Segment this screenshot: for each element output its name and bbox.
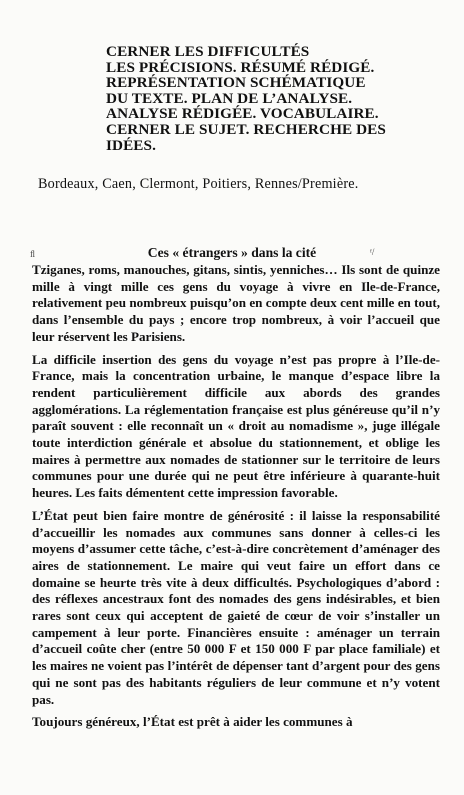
header-line: LES PRÉCISIONS. RÉSUMÉ RÉDIGÉ. [106,58,375,76]
article-title: Ces « étrangers » dans la cité [147,245,317,260]
exercise-header [106,44,426,153]
article-body [32,262,440,737]
header-line: CERNER LE SUJET. RECHERCHE DES [106,120,386,138]
exam-cities: Bordeaux, Caen, Clermont, Poitiers, Rennes/Première. [38,176,359,192]
pencil-mark: ᶠ/ [370,247,375,257]
header-line: REPRÉSENTATION SCHÉMATIQUE [106,74,366,92]
header-line: IDÉES. [106,136,156,154]
header-line: ANALYSE RÉDIGÉE. VOCABULAIRE. [106,105,379,123]
header-line: DU TEXTE. PLAN DE L’ANALYSE. [106,89,353,107]
paragraph: Toujours généreux, l’État est prêt à aider les communes à [32,714,353,730]
paragraph: La difficile insertion des gens du voyage n’est pas propre à l’Ile-de-France, mais la concentration urbaine, le manque d’espace libre la rendent particulièrement difficile aux abords des grandes agglomérations. La réglementation française est plus généreuse qu’il n’y paraît souvent : elle reconnaît un « droit au nomadisme », juge illégale toute interdiction générale et absolue du stationnement, et oblige les maires à permettre aux nomades de stationner sur le territoire de leurs communes pour une durée qui ne peut être inférieure à quarante-huit heures. Les faits démentent cette impression favorable. [32,351,440,501]
paragraph: Tziganes, roms, manouches, gitans, sintis, yenniches… Ils sont de quinze mille à vingt mille ces gens du voyage à vivre en Ile-de-France, relativement peu nombreux puisqu’on en compte deux cent mille en tout, dans l’ensemble du pays ; encore trop nombreux, à voir l’accueil que leur réservent les Parisiens. [32,262,440,344]
paragraph: L’État peut bien faire montre de générosité : il laisse la responsabilité d’accueillir les nomades aux communes sans donner à celles-ci les moyens d’assumer cette tâche, c’est-à-dire concrètement d’aménager des aires de stationnement. Le maire qui veut faire un effort dans ce domaine se heurte très vite à deux difficultés. Psychologiques d’abord : des réflexes ancestraux font des nomades des gens indésirables, et bien rares sont ceux qui acceptent de gaieté de cœur de voir s’installer un campement à leur porte. Financières ensuite : aménager un terrain d’accueil coûte cher (entre 50 000 F et 150 000 F par place familiale) et les maires ne voient pas l’intérêt de dépenser tant d’argent pour des gens qui ne sont pas des habitants réguliers de leur commune et n’y votent pas. [32,507,440,707]
pencil-mark: ﬂ [30,249,36,259]
header-line: CERNER LES DIFFICULTÉS [106,43,310,60]
